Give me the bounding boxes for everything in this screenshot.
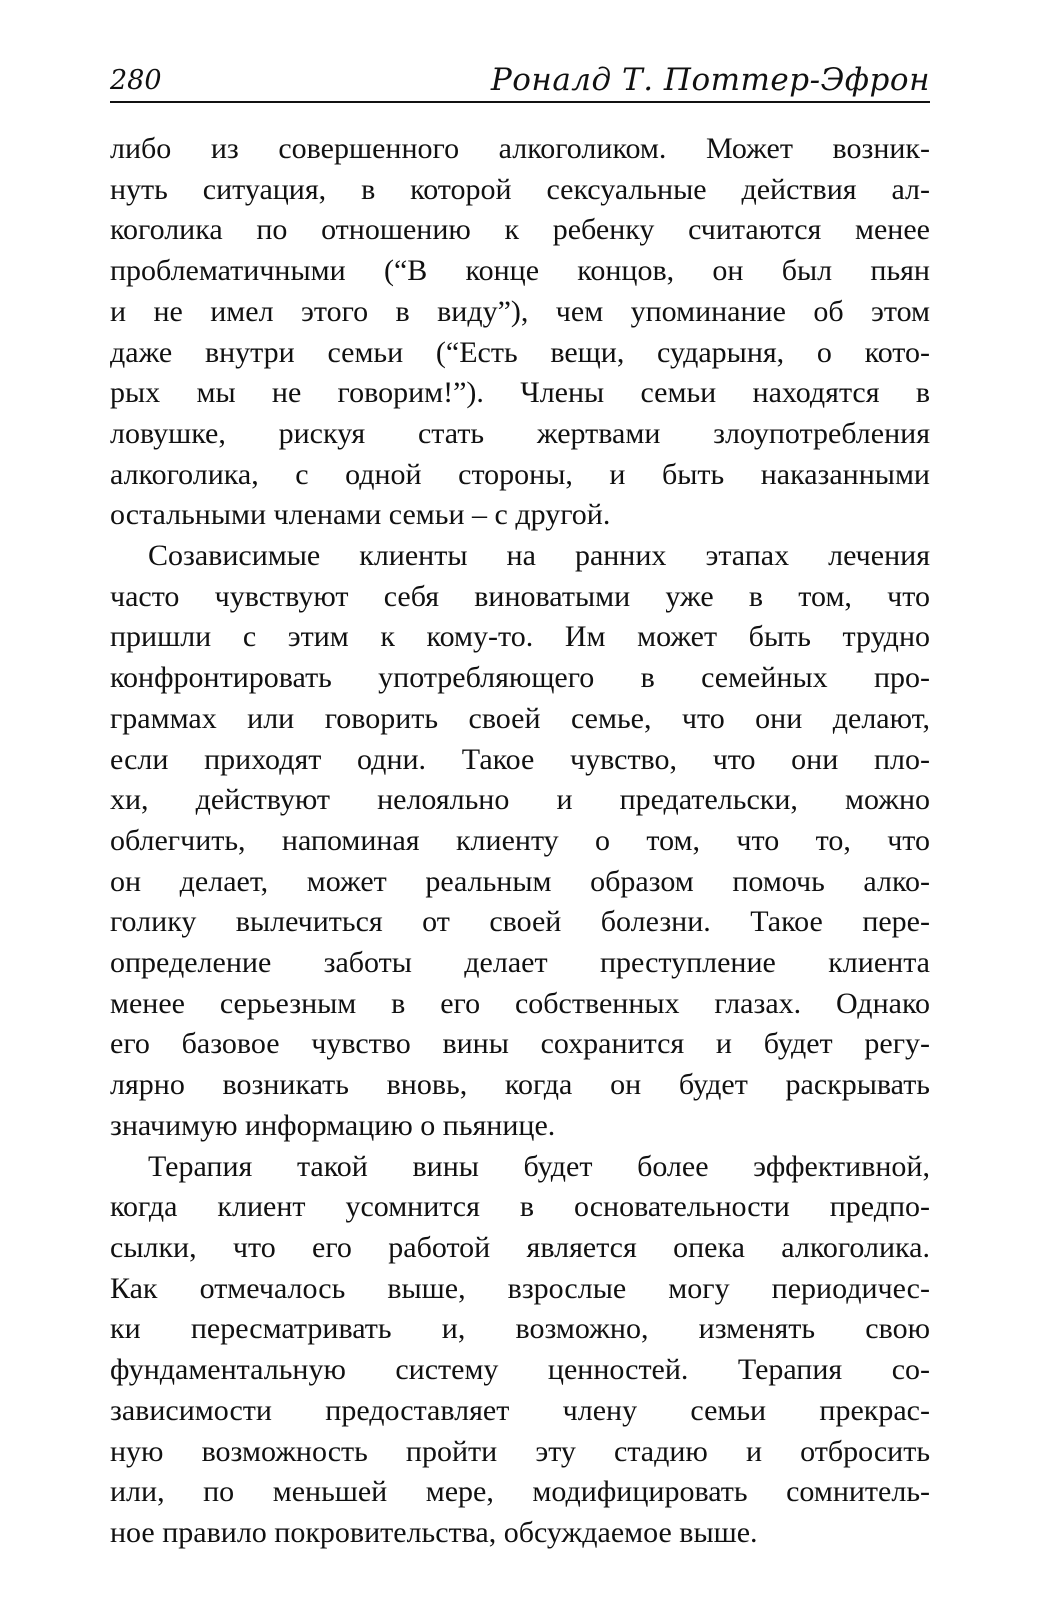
text-line: ки пересматривать и, возможно, изменять свою [110,1312,930,1346]
text-line: нуть ситуация, в которой сексуальные действия ал- [110,172,930,206]
running-head-author: Роналд Т. Поттер-Эфрон [490,62,930,98]
text-line: граммах или говорить своей семье, что они делают, [110,701,930,735]
text-line: менее серьезным в его собственных глазах. Однако [110,986,930,1020]
text-line: даже внутри семьи (“Есть вещи, сударыня, о кото- [110,335,930,369]
text-line: часто чувствуют себя виноватыми уже в том, что [110,579,930,613]
book-page [110,58,930,1554]
text-line: проблематичными (“В конце концов, он был пьян [110,254,930,288]
text-line: облегчить, напоминая клиенту о том, что то, что [110,823,930,857]
text-line: он делает, может реальным образом помочь алко- [110,864,930,898]
text-line: зависимости предоставляет члену семьи прекрас- [110,1393,930,1427]
text-line: если приходят одни. Такое чувство, что они пло- [110,742,930,776]
text-line: Как отмечалось выше, взрослые могу периодичес- [110,1271,930,1305]
text-line: коголика по отношению к ребенку считаются менее [110,213,930,247]
text-line: определение заботы делает преступление клиента [110,946,930,980]
text-line: значимую информацию о пьянице. [110,1108,556,1142]
text-line: пришли с этим к кому-то. Им может быть трудно [110,620,930,654]
text-line: его базовое чувство вины сохранится и будет регу- [110,1027,930,1061]
text-line: хи, действуют нелояльно и предательски, можно [110,783,930,817]
paragraph [110,536,930,1147]
text-line: лярно возникать вновь, когда он будет раскрывать [110,1068,930,1102]
text-line: остальными членами семьи – с другой. [110,498,611,532]
paragraph [110,1147,930,1554]
running-head [110,58,930,103]
text-line: рых мы не говорим!”). Члены семьи находятся в [110,376,930,410]
text-line: ловушке, рискуя стать жертвами злоупотребления [110,416,930,450]
text-line: алкоголика, с одной стороны, и быть наказанными [110,457,930,491]
text-line: ное правило покровительства, обсуждаемое выше. [110,1515,758,1549]
text-line: и не имел этого в виду”), чем упоминание об этом [110,294,930,328]
text-line: или, по меньшей мере, модифицировать сомнитель- [110,1475,930,1509]
text-line: когда клиент усомнится в основательности предпо- [110,1190,930,1224]
text-line: Терапия такой вины будет более эффективной, [148,1149,930,1183]
page-number: 280 [110,65,162,96]
text-line: ную возможность пройти эту стадию и отбросить [110,1434,930,1468]
text-line: фундаментальную систему ценностей. Терапия со- [110,1353,930,1387]
text-line: Созависимые клиенты на ранних этапах лечения [148,539,930,573]
text-line: либо из совершенного алкоголиком. Может возник- [110,132,930,165]
paragraph [110,129,930,536]
body-text [110,129,930,1554]
text-line: конфронтировать употребляющего в семейных про- [110,661,930,695]
text-line: голику вылечиться от своей болезни. Такое пере- [110,905,930,939]
text-line: сылки, что его работой является опека алкоголика. [110,1230,930,1264]
